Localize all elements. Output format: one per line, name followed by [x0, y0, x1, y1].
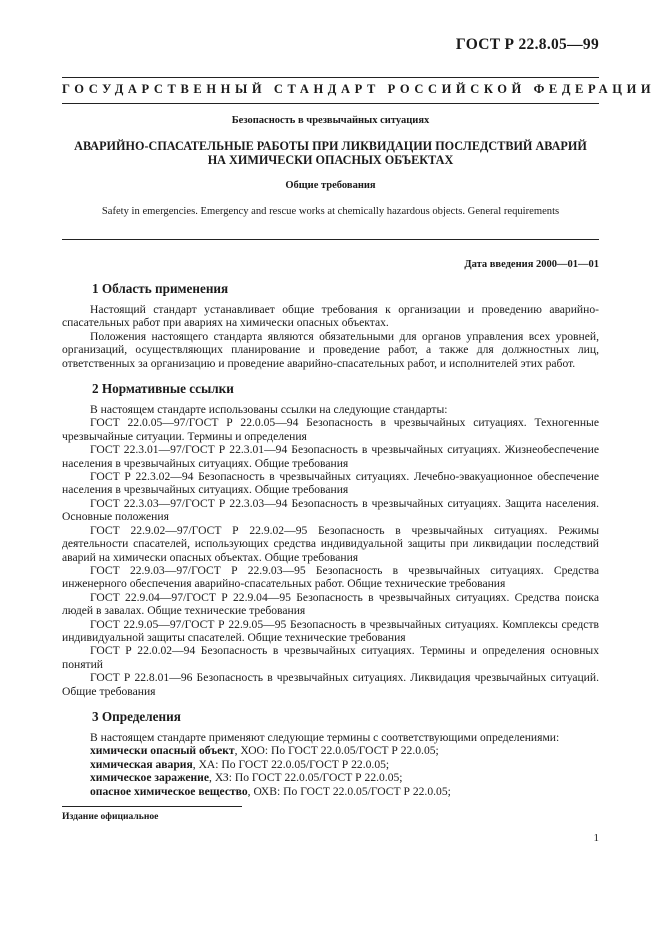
definition-term: химическая авария	[90, 757, 193, 771]
english-title: Safety in emergencies. Emergency and rescue works at chemically hazardous objects. General requirements	[101, 206, 560, 217]
subject-line: Безопасность в чрезвычайных ситуациях	[231, 115, 430, 126]
paragraph: Настоящий стандарт устанавливает общие требования к организации и проведению аварийно-спасательных работ при авариях на химически опасных объектах.	[62, 303, 599, 330]
definition-text: , ОХВ: По ГОСТ 22.0.05/ГОСТ Р 22.0.05;	[247, 784, 451, 798]
top-rule	[62, 77, 599, 78]
general-requirements-subtitle: Общие требования	[285, 180, 376, 191]
reference-item: ГОСТ 22.3.01—97/ГОСТ Р 22.3.01—94 Безопасность в чрезвычайных ситуациях. Жизнеобеспечение населения в чрезвычайных ситуациях. Общие требования	[62, 443, 599, 470]
definition-text: , ХЗ: По ГОСТ 22.0.05/ГОСТ Р 22.0.05;	[209, 771, 403, 785]
definition-term: опасное химическое вещество	[90, 784, 248, 798]
reference-item: ГОСТ 22.9.05—97/ГОСТ Р 22.9.05—95 Безопасность в чрезвычайных ситуациях. Комплексы средств индивидуальной защиты спасателей. Общие технические требования	[62, 617, 599, 644]
reference-item: ГОСТ Р 22.8.01—96 Безопасность в чрезвычайных ситуациях. Ликвидация чрезвычайных ситуаций. Общие требования	[62, 671, 599, 698]
reference-item: ГОСТ Р 22.3.02—94 Безопасность в чрезвычайных ситуациях. Лечебно-эвакуационное обеспечение населения в чрезвычайных ситуациях. Общие требования	[62, 470, 599, 497]
document-body	[62, 281, 599, 809]
definition-text: , ХА: По ГОСТ 22.0.05/ГОСТ Р 22.0.05;	[192, 757, 390, 771]
section-heading: 2 Нормативные ссылки	[92, 381, 234, 397]
definition-item	[62, 785, 599, 798]
reference-item: ГОСТ 22.9.02—97/ГОСТ Р 22.9.02—95 Безопасность в чрезвычайных ситуациях. Режимы деятельности спасателей, использующих средства индивидуальной защиты при ликвидации последствий аварий на химически опасных объектах. Общие требования	[62, 523, 599, 564]
section-heading: 3 Определения	[92, 708, 181, 724]
reference-item: ГОСТ Р 22.0.02—94 Безопасность в чрезвычайных ситуациях. Термины и определения основных понятий	[62, 644, 599, 671]
main-title-line-1: АВАРИЙНО-СПАСАТЕЛЬНЫЕ РАБОТЫ ПРИ ЛИКВИДАЦИИ ПОСЛЕДСТВИЙ АВАРИЙ	[74, 139, 587, 153]
paragraph: В настоящем стандарте применяют следующие термины с соответствующими определениями:	[90, 730, 560, 744]
state-standard-banner: ГОСУДАРСТВЕННЫЙ СТАНДАРТ РОССИЙСКОЙ ФЕДЕРАЦИИ	[62, 82, 656, 96]
main-title-line-2: НА ХИМИЧЕСКИ ОПАСНЫХ ОБЪЕКТАХ	[207, 153, 454, 167]
definition-text: , ХОО: По ГОСТ 22.0.05/ГОСТ Р 22.0.05;	[234, 744, 439, 758]
reference-item: ГОСТ 22.9.03—97/ГОСТ Р 22.9.03—95 Безопасность в чрезвычайных ситуациях. Средства инженерного обеспечения аварийно-спасательных работ. Общие технические требования	[62, 563, 599, 591]
section-heading: 1 Область применения	[92, 281, 229, 296]
definition-term: химически опасный объект	[90, 744, 235, 758]
paragraph: В настоящем стандарте использованы ссылки на следующие стандарты:	[90, 403, 448, 417]
definition-item	[62, 758, 599, 771]
title-rule	[62, 239, 599, 240]
document-number: ГОСТ Р 22.8.05—99	[455, 36, 599, 53]
banner-rule	[62, 103, 599, 104]
reference-item: ГОСТ 22.9.04—97/ГОСТ Р 22.9.04—95 Безопасность в чрезвычайных ситуациях. Средства поиска людей в завалах. Общие технические требования	[62, 590, 599, 618]
official-edition-label: Издание официальное	[62, 811, 159, 822]
reference-item: ГОСТ 22.3.03—97/ГОСТ Р 22.3.03—94 Безопасность в чрезвычайных ситуациях. Защита населения. Основные положения	[62, 496, 599, 524]
section-scope	[62, 281, 599, 370]
paragraph: Положения настоящего стандарта являются обязательными для органов управления всех уровней, организаций, осуществляющих планирование и проведение работ, а также для должностных лиц, ответственных за организацию и проведение аварийно-спасательных работ, и исполнителей этих работ.	[62, 329, 599, 370]
reference-item: ГОСТ 22.0.05—97/ГОСТ Р 22.0.05—94 Безопасность в чрезвычайных ситуациях. Техногенные чрезвычайные ситуации. Термины и определения	[62, 416, 599, 443]
definition-item	[62, 771, 599, 784]
section-normative-references	[62, 381, 599, 698]
main-title	[62, 139, 599, 167]
definition-item	[62, 744, 599, 757]
footer-rule	[62, 806, 242, 807]
section-definitions	[62, 709, 599, 798]
definition-term: химическое заражение	[90, 771, 210, 785]
page-number: 1	[593, 832, 599, 844]
introduction-date: Дата введения 2000—01—01	[464, 259, 599, 270]
